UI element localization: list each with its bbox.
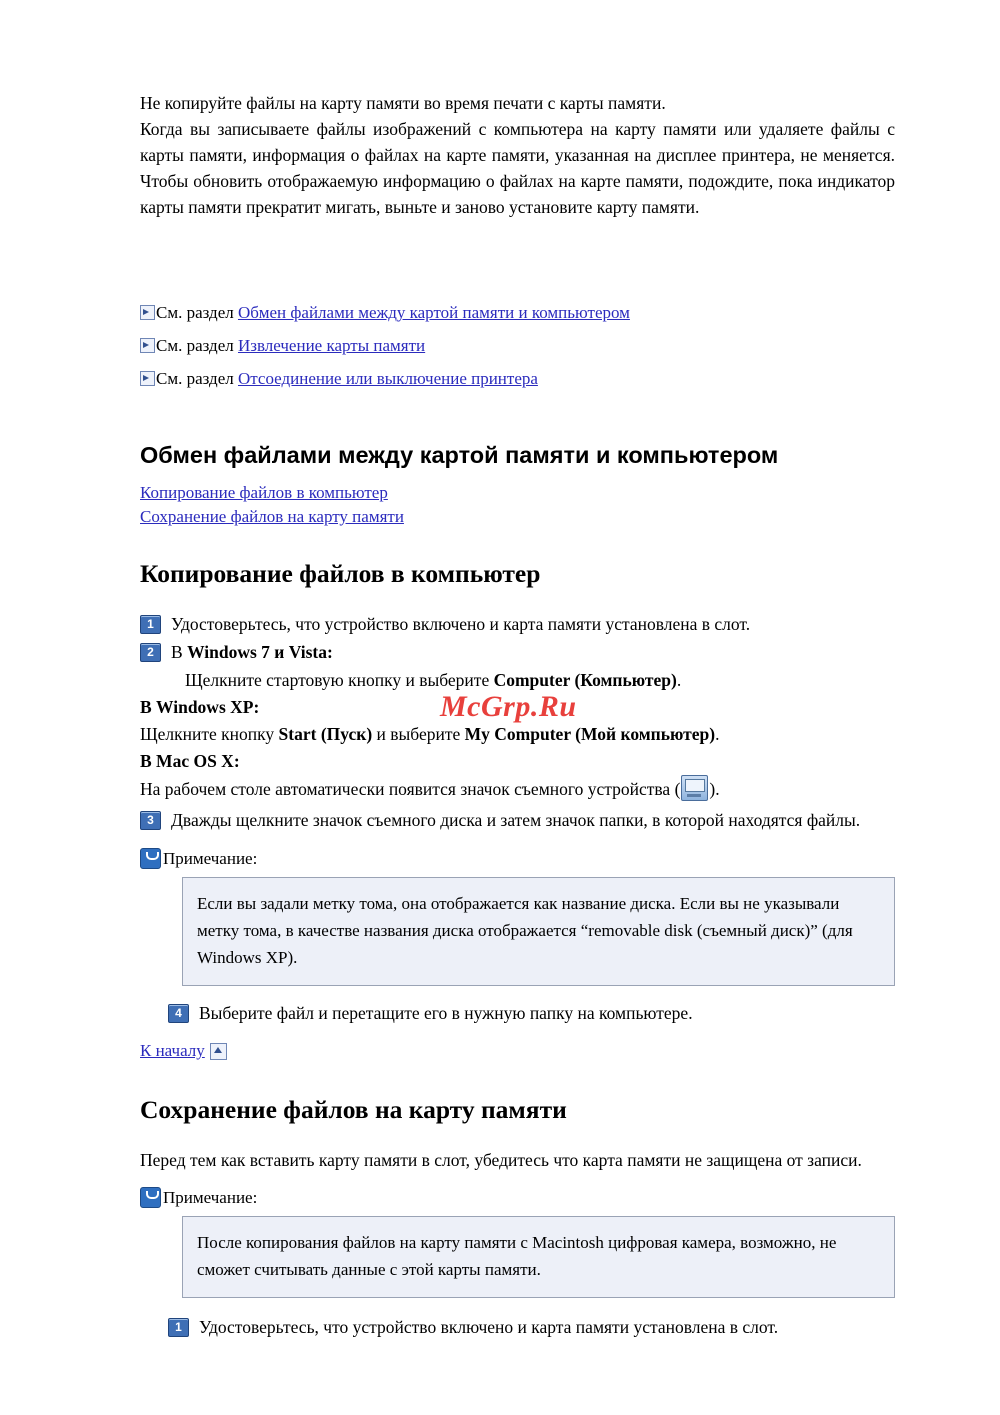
back-to-top[interactable]	[140, 1041, 895, 1061]
watermark: McGrp.Ru	[440, 690, 577, 723]
step-item	[140, 639, 895, 666]
step-text: Дважды щелкните значок съемного диска и затем значок папки, в которой находятся файлы.	[171, 810, 861, 830]
subsection-heading-save: Сохранение файлов на карту памяти	[140, 1095, 567, 1124]
see-also-prefix: См. раздел	[156, 336, 238, 355]
see-also-list	[140, 298, 895, 394]
see-also-item[interactable]	[140, 331, 895, 361]
macosx-heading: В Mac OS X:	[140, 751, 240, 771]
note-header	[140, 1187, 895, 1208]
see-also-item[interactable]	[140, 298, 895, 328]
step2-prefix: В	[171, 642, 188, 662]
link-save-to-card[interactable]: Сохранение файлов на карту памяти	[140, 507, 404, 526]
step-text: Удостоверьтесь, что устройство включено и карта памяти установлена в слот.	[171, 614, 751, 634]
note-label: Примечание:	[163, 848, 258, 868]
step-number-badge: 2	[140, 643, 161, 662]
step-text: Выберите файл и перетащите его в нужную папку на компьютере.	[199, 1003, 693, 1023]
note-box: После копирования файлов на карту памяти с Macintosh цифровая камера, возможно, не сможет считывать данные с этой карты памяти.	[182, 1216, 895, 1298]
back-to-top-link[interactable]: К началу	[140, 1041, 205, 1060]
note-icon	[140, 848, 161, 869]
arrow-up-icon	[210, 1043, 227, 1060]
arrow-right-icon	[140, 305, 155, 320]
winxp-mid: и выберите	[372, 724, 465, 744]
link-disconnect-printer[interactable]: Отсоединение или выключение принтера	[237, 369, 538, 388]
link-remove-card[interactable]: Извлечение карты памяти	[237, 336, 426, 355]
step2-sub-bold: Computer (Компьютер)	[493, 670, 677, 690]
winxp-instruction	[140, 721, 895, 748]
winxp-bold-start: Start (Пуск)	[278, 724, 373, 744]
step-text	[171, 639, 333, 666]
save-intro-paragraph: Перед тем как вставить карту памяти в слот, убедитесь что карта памяти не защищена от записи.	[140, 1150, 862, 1170]
intro-line: Не копируйте файлы на карту памяти во время печати с карты памяти.	[140, 93, 666, 113]
section-link-list	[140, 481, 895, 529]
section-heading: Обмен файлами между картой памяти и компьютером	[140, 442, 779, 468]
subsection-heading-copy: Копирование файлов в компьютер	[140, 559, 541, 588]
step-item	[140, 807, 895, 834]
note-icon	[140, 1187, 161, 1208]
macosx-instruction	[140, 775, 895, 803]
note-header	[140, 848, 895, 869]
arrow-right-icon	[140, 371, 155, 386]
winxp-prefix: Щелкните кнопку	[140, 724, 279, 744]
arrow-right-icon	[140, 338, 155, 353]
step-item	[168, 1314, 895, 1341]
mac-suffix: ).	[709, 779, 720, 799]
note-box: Если вы задали метку тома, она отображается как название диска. Если вы не указывали метку тома, в качестве названия диска отображается “removable disk (съемный диск)” (для Windows XP).	[182, 877, 895, 986]
step-number-badge: 4	[168, 1004, 189, 1023]
step-number-badge: 1	[140, 615, 161, 634]
step-number-badge: 3	[140, 811, 161, 830]
see-also-item[interactable]	[140, 364, 895, 394]
see-also-prefix: См. раздел	[156, 303, 238, 322]
step-item	[168, 1000, 895, 1027]
step2-sub-suffix: .	[676, 670, 682, 690]
winxp-heading: В Windows XP:	[140, 697, 260, 717]
step-number-badge: 1	[168, 1318, 189, 1337]
step2-sub-prefix: Щелкните стартовую кнопку и выберите	[185, 670, 494, 690]
winxp-suffix: .	[715, 724, 720, 744]
step2-bold: Windows 7 и Vista:	[187, 642, 333, 662]
link-copy-to-computer[interactable]: Копирование файлов в компьютер	[140, 483, 388, 502]
link-exchange-files[interactable]: Обмен файлами между картой памяти и компьютером	[237, 303, 630, 322]
step-item	[140, 611, 895, 638]
note-label: Примечание:	[163, 1187, 258, 1207]
mac-prefix: На рабочем столе автоматически появится значок съемного устройства (	[140, 779, 681, 799]
intro-paragraph: Когда вы записываете файлы изображений с компьютера на карту памяти или удаляете файлы с карты памяти, информация о файлах на карте памяти, указанная на дисплее принтера, не меняется. Чтобы обновить отображаемую информацию о файлах на карте памяти, подождите, пока индикатор карты памяти прекратит мигать, выньте и заново установите карту памяти.	[140, 119, 895, 217]
winxp-bold-mycomputer: My Computer (Мой компьютер)	[464, 724, 716, 744]
see-also-prefix: См. раздел	[156, 369, 238, 388]
step-text: Удостоверьтесь, что устройство включено и карта памяти установлена в слот.	[199, 1317, 779, 1337]
removable-disk-icon	[681, 775, 708, 801]
